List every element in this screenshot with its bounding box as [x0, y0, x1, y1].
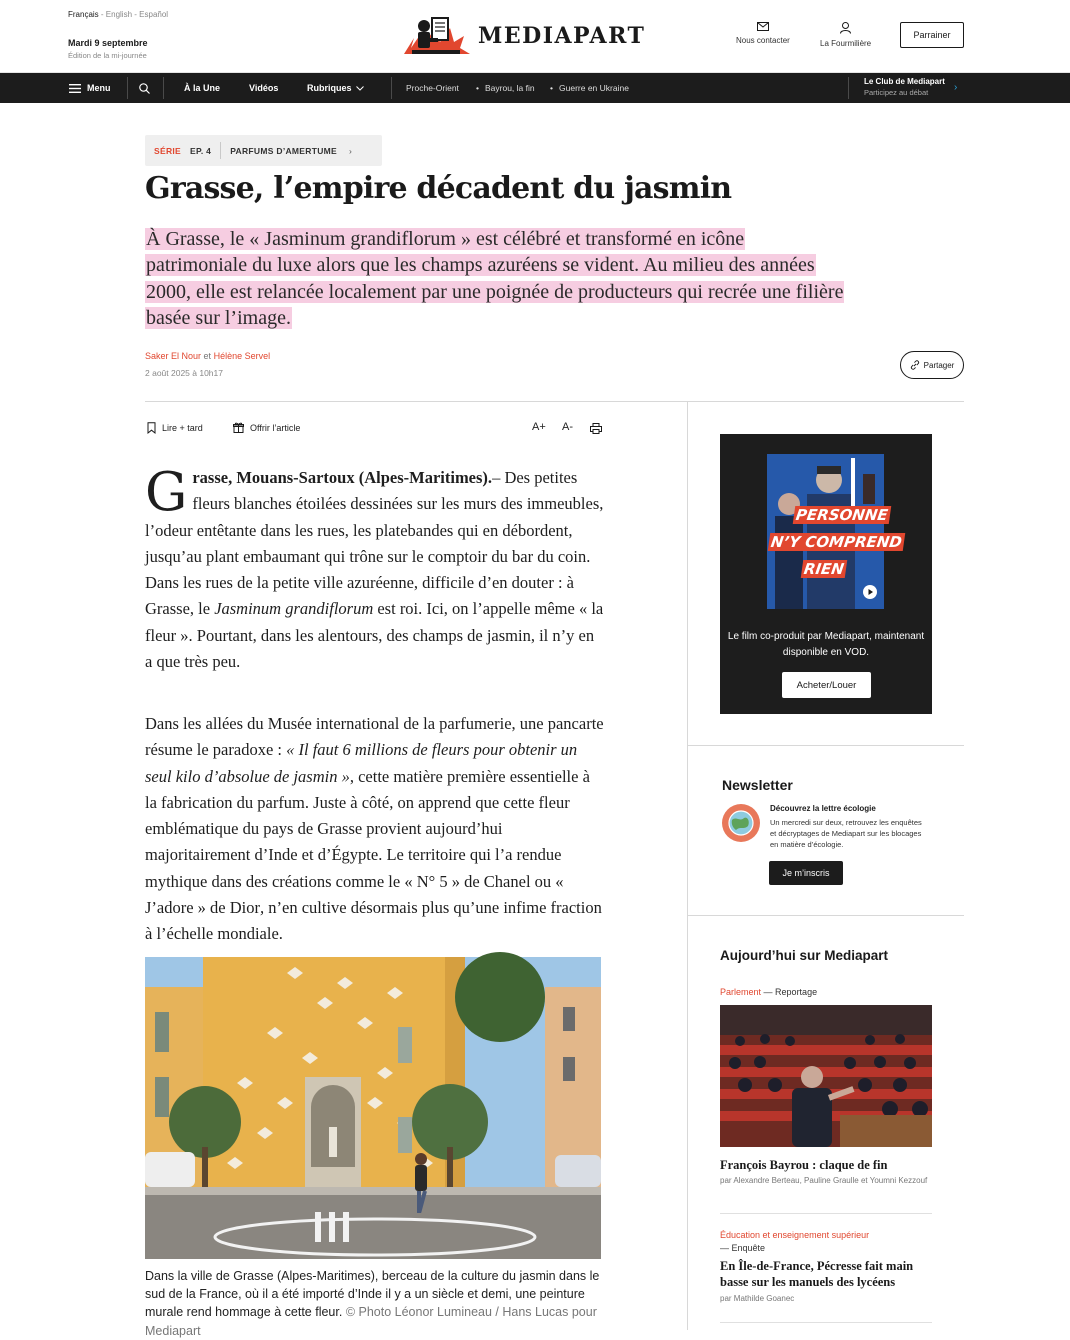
divider: [720, 1213, 932, 1214]
chevron-down-icon: [356, 86, 364, 91]
buy-rent-button[interactable]: Acheter/Louer: [782, 672, 871, 698]
hamburger-icon: [69, 84, 81, 93]
divider: [720, 1322, 932, 1323]
topic-bullet: •: [550, 83, 553, 93]
subscribe-button[interactable]: Je m’inscris: [769, 861, 843, 885]
offer-label: Offrir l’article: [250, 422, 301, 433]
poster-title-line: PERSONNE: [794, 506, 889, 524]
menu-button[interactable]: [69, 73, 111, 103]
paragraph: [145, 462, 605, 675]
sponsor-button[interactable]: Parrainer: [900, 22, 964, 48]
quote: « Il faut 6 millions de fleurs pour obtenir un seul kilo d’absolue de jasmin »: [145, 740, 578, 786]
read-later-label: Lire + tard: [162, 423, 203, 433]
lead-text: À Grasse, le « Jasminum grandiflorum » est célébré et transformé en icône patrimoniale du luxe alors que les champs azuréens se vident. Au milieu des années 2000, elle est relancée localement par une poignée de producteurs qui recrée une filière basée sur l’image.: [146, 228, 844, 329]
divider: [688, 915, 964, 916]
lang-en[interactable]: English: [105, 10, 133, 19]
nav-divider: [127, 77, 128, 99]
article-thumbnail[interactable]: [720, 1005, 932, 1147]
globe-icon: [722, 804, 760, 842]
nav-videos[interactable]: Vidéos: [249, 83, 279, 93]
user-icon: [840, 22, 851, 34]
nav-divider: [848, 77, 849, 99]
article-tag-line: [720, 987, 817, 997]
nav-divider: [163, 77, 164, 99]
paragraph-italic: Jasminum grandiflorum: [214, 599, 374, 619]
article-title: Grasse, l’empire décadent du jasmin: [145, 171, 732, 206]
site-logo[interactable]: [402, 14, 646, 58]
main-nav: [0, 73, 1070, 103]
column-divider: [687, 402, 688, 1330]
bookmark-icon: [147, 422, 156, 434]
share-button[interactable]: [900, 351, 964, 379]
article-type: — Reportage: [763, 987, 818, 997]
photo-credit: © Photo Léonor Lumineau / Hans Lucas pour Mediapart: [145, 1305, 597, 1338]
today-title: Aujourd’hui sur Mediapart: [720, 948, 889, 963]
paragraph-text: Dans les allées du Musée international de la parfumerie, une pancarte résume le paradoxe :: [145, 714, 604, 760]
paragraph-italic: ,: [260, 898, 265, 918]
article-tag-line: [720, 1230, 869, 1253]
jasmine-mural-photo: [145, 957, 601, 1259]
paragraph-text: – Des petites fleurs blanches étoilées dessinées sur les murs des immeubles, l’odeur entêtante dans les rues, les platebandes qui en débordent, jusqu’au plant embaumant qui trône sur le comptoir du bar du coin. Dans les rues de la petite ville azuréenne, difficile d’en douter : à Grasse, le: [145, 468, 604, 619]
authors: [145, 351, 270, 361]
author-separator: et: [203, 351, 212, 361]
play-icon[interactable]: [863, 585, 877, 599]
topic-link[interactable]: Proche-Orient: [406, 83, 459, 93]
article-headline[interactable]: François Bayrou : claque de fin: [720, 1158, 888, 1172]
topic-link[interactable]: Bayrou, la fin: [485, 83, 535, 93]
assembly-photo: [720, 1005, 932, 1147]
paragraph-text: , cette matière première essentielle à la fabrication du parfum. Juste à côté, on apprend que cette fleur emblématique du pays de Grasse provient aujourd’hui majoritairement d’Inde et d’Égypte. Le territoire qui l’a rendue mythique dans des créations comme le « N° 5 » de Chanel ou « J’adore » de Dior: [145, 766, 590, 918]
link-icon: [910, 360, 920, 370]
club-link[interactable]: [864, 77, 945, 97]
divider: [688, 745, 964, 746]
nav-a-la-une[interactable]: À la Une: [184, 83, 221, 93]
film-poster[interactable]: [767, 454, 904, 609]
newsletter-heading: Découvrez la lettre écologie: [770, 804, 876, 813]
club-title: Le Club de Mediapart: [864, 77, 945, 86]
dropcap: G: [145, 462, 188, 523]
chevron-right-icon: ›: [954, 82, 958, 93]
read-later-button[interactable]: [147, 422, 203, 434]
language-switcher: Français - English - Español: [68, 10, 169, 19]
search-button[interactable]: [139, 73, 150, 103]
author-link[interactable]: Saker El Nour: [145, 351, 202, 361]
paragraph: [145, 711, 605, 948]
divider: [145, 401, 964, 402]
paragraph-text: n’en cultive désormais plus qu’une infime fraction à l’échelle mondiale.: [145, 898, 602, 944]
logo-text: MEDIAPART: [478, 23, 646, 49]
lang-es[interactable]: Español: [139, 10, 169, 19]
font-increase-button[interactable]: A+: [532, 421, 546, 433]
series-badge[interactable]: [145, 135, 382, 166]
topic-link[interactable]: Guerre en Ukraine: [559, 83, 629, 93]
section-tag[interactable]: Éducation et enseignement supérieur: [720, 1230, 870, 1240]
topic-bullet: •: [476, 83, 479, 93]
nav-divider: [391, 77, 392, 99]
series-divider: [220, 142, 221, 159]
ad-text: Le film co-produit par Mediapart, maintenant disponible en VOD.: [727, 631, 925, 658]
article-byline: par Mathilde Goanec: [720, 1294, 795, 1303]
search-icon: [139, 83, 150, 94]
lang-fr[interactable]: Français: [68, 10, 99, 19]
mail-icon: [757, 22, 769, 31]
newsletter-description: Un mercredi sur deux, retrouvez les enquêtes et décryptages de Mediapart sur les blocages en matière d’écologie.: [770, 818, 922, 849]
article-photo[interactable]: [145, 957, 601, 1259]
series-label: SÉRIE: [154, 145, 182, 156]
newsletter-icon: [722, 804, 760, 842]
poster-title-line: RIEN: [802, 560, 846, 578]
offer-article-button[interactable]: [233, 422, 300, 433]
dateline: rasse, Mouans-Sartoux (Alpes-Maritimes).: [192, 468, 493, 487]
chevron-right-icon: ›: [348, 145, 353, 156]
account-link[interactable]: [820, 22, 871, 48]
article-byline: par Alexandre Berteau, Pauline Graulle et Youmni Kezzouf: [720, 1176, 928, 1185]
edition-label: Édition de la mi-journée: [68, 51, 147, 60]
article-lead: [145, 226, 850, 331]
article-headline[interactable]: En Île-de-France, Pécresse fait main basse sur les manuels des lycéens: [720, 1259, 914, 1289]
article-type: — Enquête: [720, 1243, 766, 1253]
font-decrease-button[interactable]: A-: [562, 421, 573, 433]
series-name: PARFUMS D’AMERTUME: [230, 145, 337, 156]
contact-label: Nous contacter: [736, 36, 790, 45]
logo-mark-icon: [402, 14, 472, 58]
account-label: La Fourmilière: [820, 39, 872, 48]
newsletter-title: Newsletter: [722, 777, 793, 793]
series-episode: EP. 4: [190, 145, 212, 156]
nav-rubriques[interactable]: [307, 73, 364, 103]
section-tag[interactable]: Parlement: [720, 987, 762, 997]
gift-icon: [233, 422, 244, 433]
share-label: Partager: [923, 360, 955, 370]
photo-caption: [145, 1267, 605, 1340]
menu-label: Menu: [87, 83, 111, 93]
author-link[interactable]: Hélène Servel: [213, 351, 271, 361]
club-subtitle: Participez au débat: [864, 88, 929, 97]
current-date: Mardi 9 septembre: [68, 38, 148, 48]
site-header: [0, 0, 1070, 73]
contact-link[interactable]: [736, 22, 790, 45]
paragraph-text: est roi. Ici, on l’appelle même « la fleur ». Pourtant, dans les alentours, des champs de jasmin, il n’y en a que très peu.: [145, 599, 604, 672]
poster-title-line: N’Y COMPREND: [769, 533, 904, 551]
nav-rubriques-label: Rubriques: [307, 83, 352, 93]
print-button[interactable]: [590, 423, 602, 437]
publish-date: 2 août 2025 à 10h17: [145, 368, 223, 378]
vod-ad[interactable]: [720, 434, 932, 714]
print-icon: [590, 423, 602, 434]
caption-text: Dans la ville de Grasse (Alpes-Maritimes), berceau de la culture du jasmin dans le sud de la France, où il a été importé d’Inde il y a un siècle et demi, une peinture murale rend hommage à cette fleur.: [145, 1269, 600, 1320]
